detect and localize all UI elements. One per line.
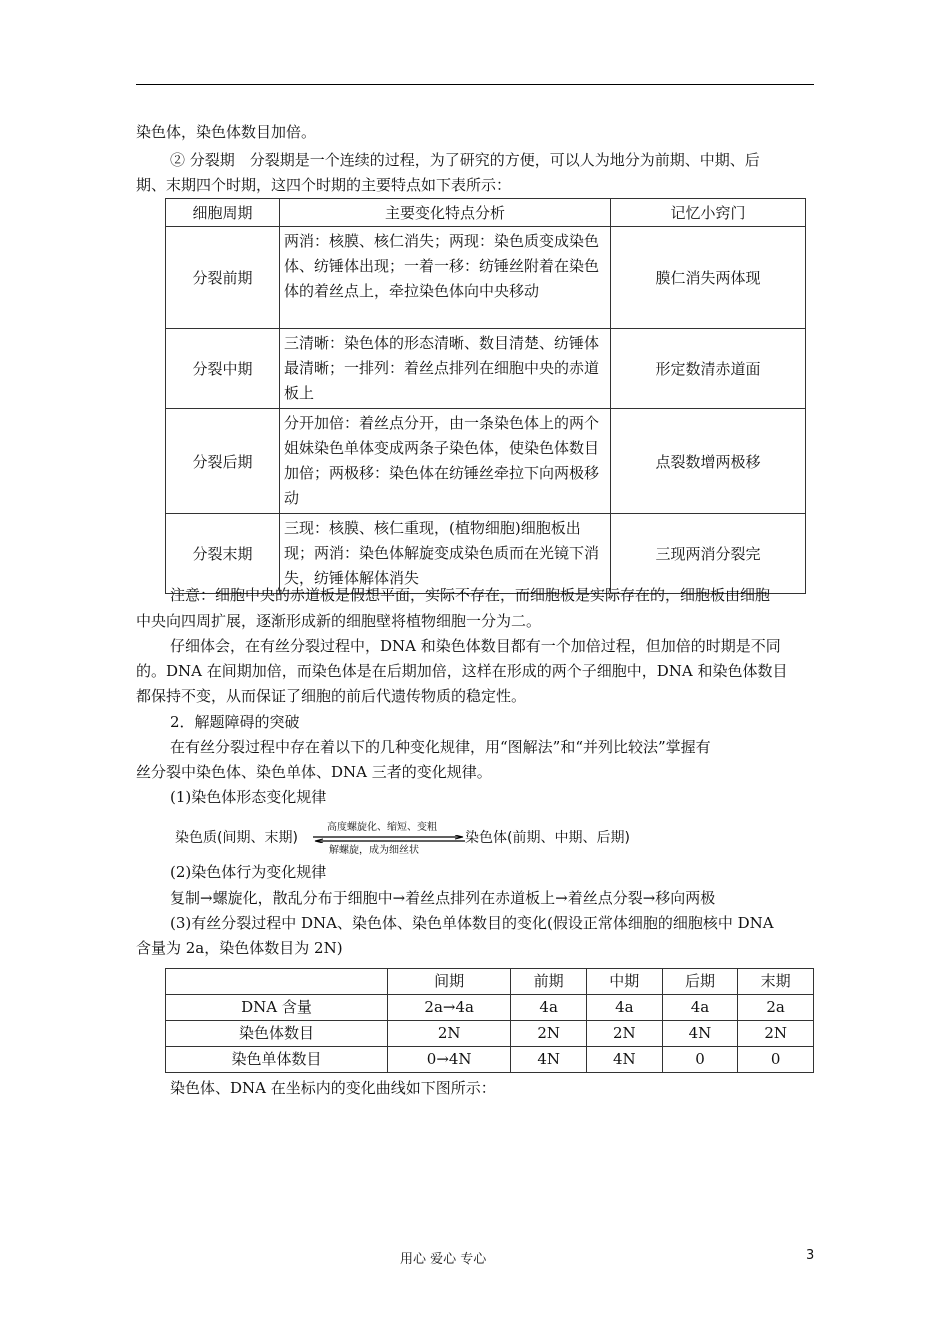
paragraph-line: 染色体，染色体数目加倍。 bbox=[136, 123, 317, 141]
paragraph-line: 丝分裂中染色体、染色单体、DNA 三者的变化规律。 bbox=[136, 763, 492, 781]
column-header: 末期 bbox=[738, 969, 814, 995]
table-cell: 2N bbox=[738, 1021, 814, 1047]
paragraph-line: 期、末期四个时期，这四个时期的主要特点如下表所示： bbox=[136, 176, 512, 194]
table-cell: 0→4N bbox=[388, 1047, 511, 1073]
phase-mnemonic: 三现两消分裂完 bbox=[611, 514, 806, 594]
phase-mnemonic: 形定数清赤道面 bbox=[611, 329, 806, 409]
column-header: 主要变化特点分析 bbox=[280, 199, 611, 227]
diagram-right-label: 染色体(前期、中期、后期) bbox=[465, 830, 630, 846]
page-number: 3 bbox=[806, 1248, 815, 1263]
table-header-row bbox=[166, 199, 806, 227]
row-label: 染色体数目 bbox=[166, 1021, 388, 1047]
table-cell: 4a bbox=[586, 995, 662, 1021]
page-footer: 用心 爱心 专心 bbox=[400, 1252, 487, 1267]
table-cell: 4N bbox=[586, 1047, 662, 1073]
paragraph-line: 染色体、DNA 在坐标内的变化曲线如下图所示： bbox=[170, 1079, 496, 1097]
table-cell: 4N bbox=[511, 1047, 587, 1073]
column-header: 后期 bbox=[662, 969, 738, 995]
table-cell: 4a bbox=[662, 995, 738, 1021]
table-row bbox=[166, 227, 806, 329]
phase-features: 分开加倍：着丝点分开，由一条染色体上的两个姐妹染色单体变成两条子染色体，使染色体数目加倍；两极移：染色体在纺锤丝牵拉下向两极移动 bbox=[280, 409, 611, 514]
section-heading: 2．解题障碍的突破 bbox=[170, 713, 300, 731]
table-row bbox=[166, 409, 806, 514]
table-row bbox=[166, 1047, 814, 1073]
table-cell: 0 bbox=[738, 1047, 814, 1073]
header-rule bbox=[136, 84, 814, 85]
phase-mnemonic: 点裂数增两极移 bbox=[611, 409, 806, 514]
paragraph-line: 中央向四周扩展，逐渐形成新的细胞壁将植物细胞一分为二。 bbox=[136, 612, 542, 630]
paragraph-line: 都保持不变，从而保证了细胞的前后代遗传物质的稳定性。 bbox=[136, 687, 527, 705]
column-header: 间期 bbox=[388, 969, 511, 995]
chromosome-morphology-diagram bbox=[175, 818, 645, 854]
table-cell: 4N bbox=[662, 1021, 738, 1047]
table-row bbox=[166, 329, 806, 409]
paragraph-line: 复制→螺旋化，散乱分布于细胞中→着丝点排列在赤道板上→着丝点分裂→移向两极 bbox=[170, 889, 716, 907]
subheading: (3)有丝分裂过程中 DNA、染色体、染色单体数目的变化(假设正常体细胞的细胞核中 DNA bbox=[170, 914, 774, 932]
table-row bbox=[166, 1021, 814, 1047]
phase-name: 分裂中期 bbox=[166, 329, 280, 409]
phase-name: 分裂前期 bbox=[166, 227, 280, 329]
subheading: (2)染色体行为变化规律 bbox=[170, 863, 327, 881]
table-cell: 2a bbox=[738, 995, 814, 1021]
diagram-forward-label: 高度螺旋化、缩短、变粗 bbox=[327, 822, 437, 833]
diagram-reverse-label: 解螺旋，成为细丝状 bbox=[329, 845, 419, 856]
column-header: 记忆小窍门 bbox=[611, 199, 806, 227]
table-cell: 2a→4a bbox=[388, 995, 511, 1021]
table-cell: 2N bbox=[511, 1021, 587, 1047]
table-row bbox=[166, 514, 806, 594]
table-cell: 2N bbox=[586, 1021, 662, 1047]
paragraph-line: 的。DNA 在间期加倍，而染色体是在后期加倍，这样在形成的两个子细胞中，DNA 和染色体数目 bbox=[136, 662, 788, 680]
table-cell: 0 bbox=[662, 1047, 738, 1073]
column-header: 前期 bbox=[511, 969, 587, 995]
diagram-left-label: 染色质(间期、末期) bbox=[175, 830, 298, 846]
table-cell: 4a bbox=[511, 995, 587, 1021]
phase-name: 分裂后期 bbox=[166, 409, 280, 514]
subheading: (1)染色体形态变化规律 bbox=[170, 788, 327, 806]
column-header: 细胞周期 bbox=[166, 199, 280, 227]
paragraph-line: 仔细体会，在有丝分裂过程中，DNA 和染色体数目都有一个加倍过程，但加倍的时期是不同 bbox=[170, 637, 781, 655]
paragraph-line: ② 分裂期 分裂期是一个连续的过程，为了研究的方便，可以人为地分为前期、中期、后 bbox=[170, 151, 760, 169]
paragraph-line: 在有丝分裂过程中存在着以下的几种变化规律，用“图解法”和“并列比较法”掌握有 bbox=[170, 738, 711, 756]
phase-name: 分裂末期 bbox=[166, 514, 280, 594]
table-header-row bbox=[166, 969, 814, 995]
phase-features: 三清晰：染色体的形态清晰、数目清楚、纺锤体最清晰；一排列：着丝点排列在细胞中央的赤道板上 bbox=[280, 329, 611, 409]
paragraph-line: 含量为 2a，染色体数目为 2N) bbox=[136, 939, 343, 957]
phase-mnemonic: 膜仁消失两体现 bbox=[611, 227, 806, 329]
paragraph-line: 注意：细胞中央的赤道板是假想平面，实际不存在，而细胞板是实际存在的，细胞板由细胞 bbox=[170, 586, 771, 604]
row-label: 染色单体数目 bbox=[166, 1047, 388, 1073]
count-table bbox=[165, 968, 814, 1073]
table-row bbox=[166, 995, 814, 1021]
phase-features: 三现：核膜、核仁重现，(植物细胞)细胞板出现；两消：染色体解旋变成染色质而在光镜下消失，纺锤体解体消失 bbox=[280, 514, 611, 594]
column-header: 中期 bbox=[586, 969, 662, 995]
phase-features: 两消：核膜、核仁消失；两现：染色质变成染色体、纺锤体出现；一着一移：纺锤丝附着在染色体的着丝点上，牵拉染色体向中央移动 bbox=[280, 227, 611, 329]
row-label: DNA 含量 bbox=[166, 995, 388, 1021]
phase-table bbox=[165, 198, 806, 594]
column-header bbox=[166, 969, 388, 995]
table-cell: 2N bbox=[388, 1021, 511, 1047]
